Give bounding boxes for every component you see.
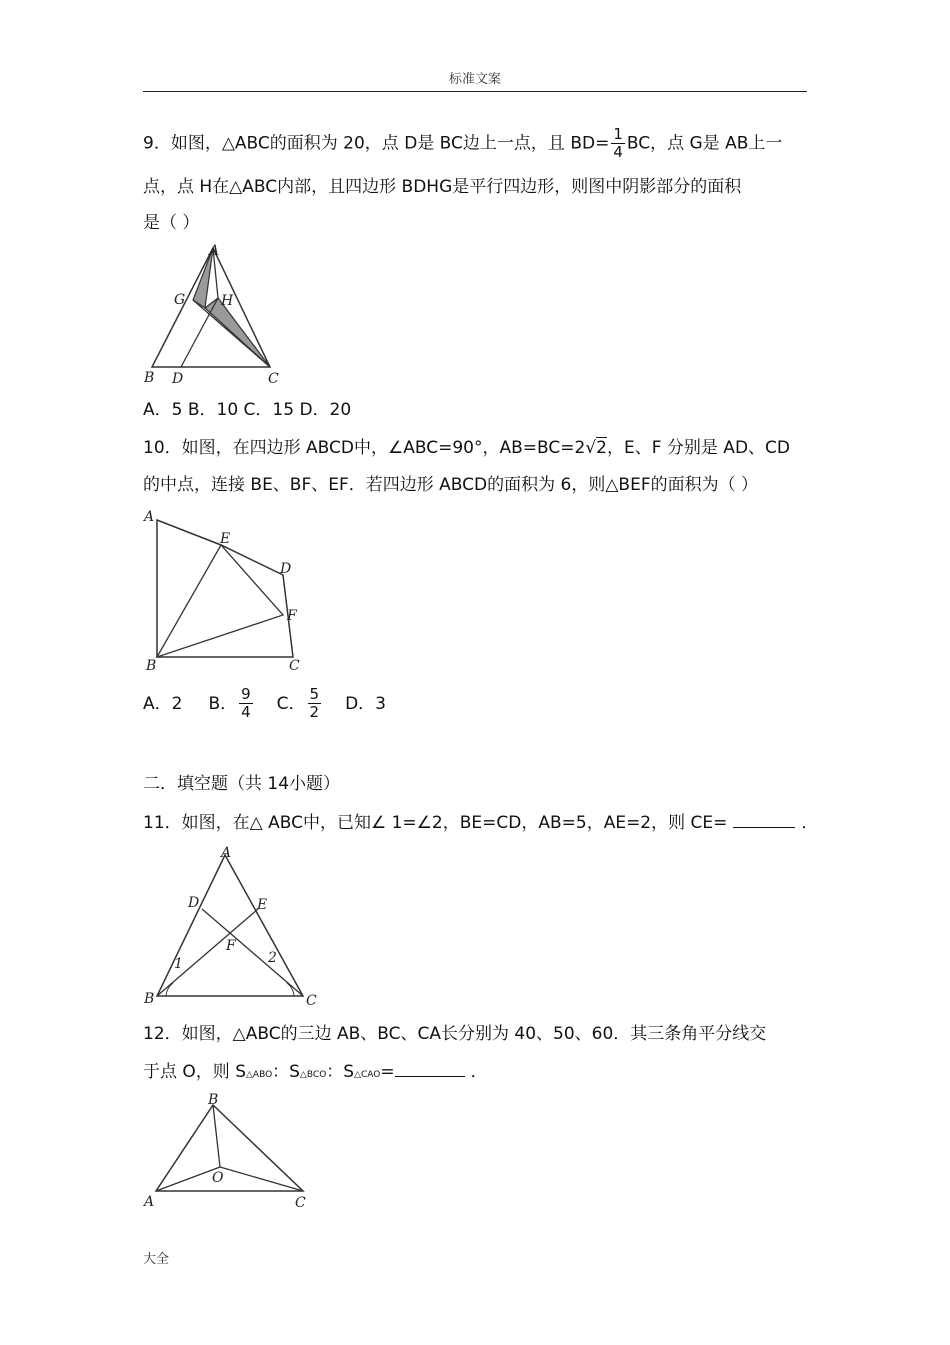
sqrt-icon: √ [585, 438, 597, 458]
q12-subscript-bco: △BCO [299, 1070, 327, 1080]
q11-segment-be [157, 909, 258, 996]
q11-answer-blank [733, 813, 795, 828]
q12-label-c: C [295, 1195, 306, 1211]
q11-label-2: 2 [268, 950, 277, 966]
q12-line1: 12．如图，△ABC的三边 AB、BC、CA长分别为 40、50、60．其三条角平分线交 [143, 1024, 767, 1044]
q10-label-b: B [146, 658, 157, 674]
q10-figure [140, 505, 320, 675]
q10-sqrt-value: 2 [596, 438, 607, 458]
q10-option-b-num: 9 [241, 685, 251, 703]
q10-label-a: A [144, 509, 155, 525]
q12-label-b: B [208, 1092, 219, 1108]
q10-option-c-fraction [308, 686, 322, 721]
q11-label-e: E [257, 897, 268, 913]
q9-label-h: H [221, 293, 234, 309]
q9-label-g: G [174, 292, 186, 308]
page-footer: 大全 [143, 1252, 170, 1267]
q11-segment-cd [202, 909, 303, 996]
q10-label-e: E [220, 531, 231, 547]
page-header: 标准文案 [448, 72, 501, 87]
q10-label-d: D [280, 561, 292, 577]
q9-label-a: A [209, 243, 220, 259]
q10-option-b-label: B． [208, 693, 238, 714]
q9-figure [140, 240, 300, 390]
q12-figure [140, 1090, 330, 1215]
q10-option-c-num: 5 [309, 685, 320, 703]
header-rule [143, 91, 807, 92]
q11-label-b: B [144, 991, 155, 1007]
q10-option-c-label: C． [276, 693, 306, 714]
q12-label-o: O [212, 1170, 224, 1186]
q12-segment-ao [156, 1167, 220, 1191]
q10-triangle-bef [157, 545, 283, 657]
q10-options [143, 686, 386, 721]
q9-label-c: C [268, 371, 279, 387]
q11-label-d: D [188, 895, 200, 911]
q9-frac-num: 1 [613, 125, 623, 143]
q10-option-a: A．2 [143, 693, 183, 714]
q12-label-a: A [144, 1194, 155, 1210]
q9-label-b: B [144, 370, 155, 386]
q9-shaded-region-2 [205, 298, 270, 367]
q12-separator-1: ：S [272, 1062, 300, 1082]
q9-segment-gc [193, 300, 270, 367]
q11-text-b: ． [801, 813, 819, 833]
q12-segment-bo [213, 1105, 220, 1167]
q10-label-c: C [289, 658, 300, 674]
q10-line2: 的中点，连接 BE、BF、EF．若四边形 ABCD的面积为 6，则△BEF的面积为（ ） [143, 475, 759, 495]
q12-line2 [143, 1061, 488, 1086]
q9-label-d: D [172, 371, 184, 387]
q10-line1 [143, 437, 790, 459]
q11-figure [140, 843, 330, 1013]
q11-label-1: 1 [174, 956, 183, 972]
q12-triangle-abc [156, 1105, 303, 1191]
q12-equals: = [380, 1062, 395, 1082]
q11-label-f: F [226, 938, 236, 954]
q9-line1 [143, 126, 782, 161]
q10-option-d: D．3 [345, 693, 386, 714]
q12-answer-blank [395, 1062, 465, 1077]
q11-triangle-abc [157, 855, 303, 996]
q10-option-b-fraction [239, 686, 253, 721]
q9-frac-den: 4 [613, 143, 623, 161]
q11-line1 [143, 812, 818, 834]
q12-text-a: 于点 O，则 S [143, 1062, 246, 1082]
q9-options: A．5 B．10 C．15 D．20 [143, 400, 352, 420]
q11-text-a: 11．如图，在△ ABC中，已知∠ 1=∠2，BE=CD，AB=5，AE=2，则 CE= [143, 813, 728, 833]
q12-text-c: ． [470, 1062, 488, 1082]
q10-text-b: ，E、F 分别是 AD、CD [606, 438, 790, 458]
q12-subscript-cao: △CAO [354, 1070, 381, 1080]
q9-text-b: BC，点 G是 AB上一 [626, 133, 783, 154]
q9-fraction [611, 126, 625, 161]
q10-option-c-den: 2 [309, 703, 320, 721]
q11-label-a: A [221, 845, 232, 861]
q10-label-f: F [287, 608, 297, 624]
q10-option-b-den: 4 [241, 703, 251, 721]
q9-segment-dh [181, 298, 218, 367]
q9-text-a: 9．如图，△ABC的面积为 20，点 D是 BC边上一点，且 BD= [143, 133, 610, 154]
q12-subscript-abo: △ABO [245, 1070, 273, 1080]
q12-separator-2: ：S [326, 1062, 355, 1082]
q11-label-c: C [306, 993, 317, 1009]
q9-line3: 是（ ） [143, 213, 200, 233]
q9-line2: 点，点 H在△ABC内部，且四边形 BDHG是平行四边形，则图中阴影部分的面积 [143, 177, 742, 197]
section-title: 二．填空题（共 14小题） [143, 774, 341, 794]
q10-text-a: 10．如图，在四边形 ABCD中，∠ABC=90°，AB=BC=2 [143, 438, 586, 458]
